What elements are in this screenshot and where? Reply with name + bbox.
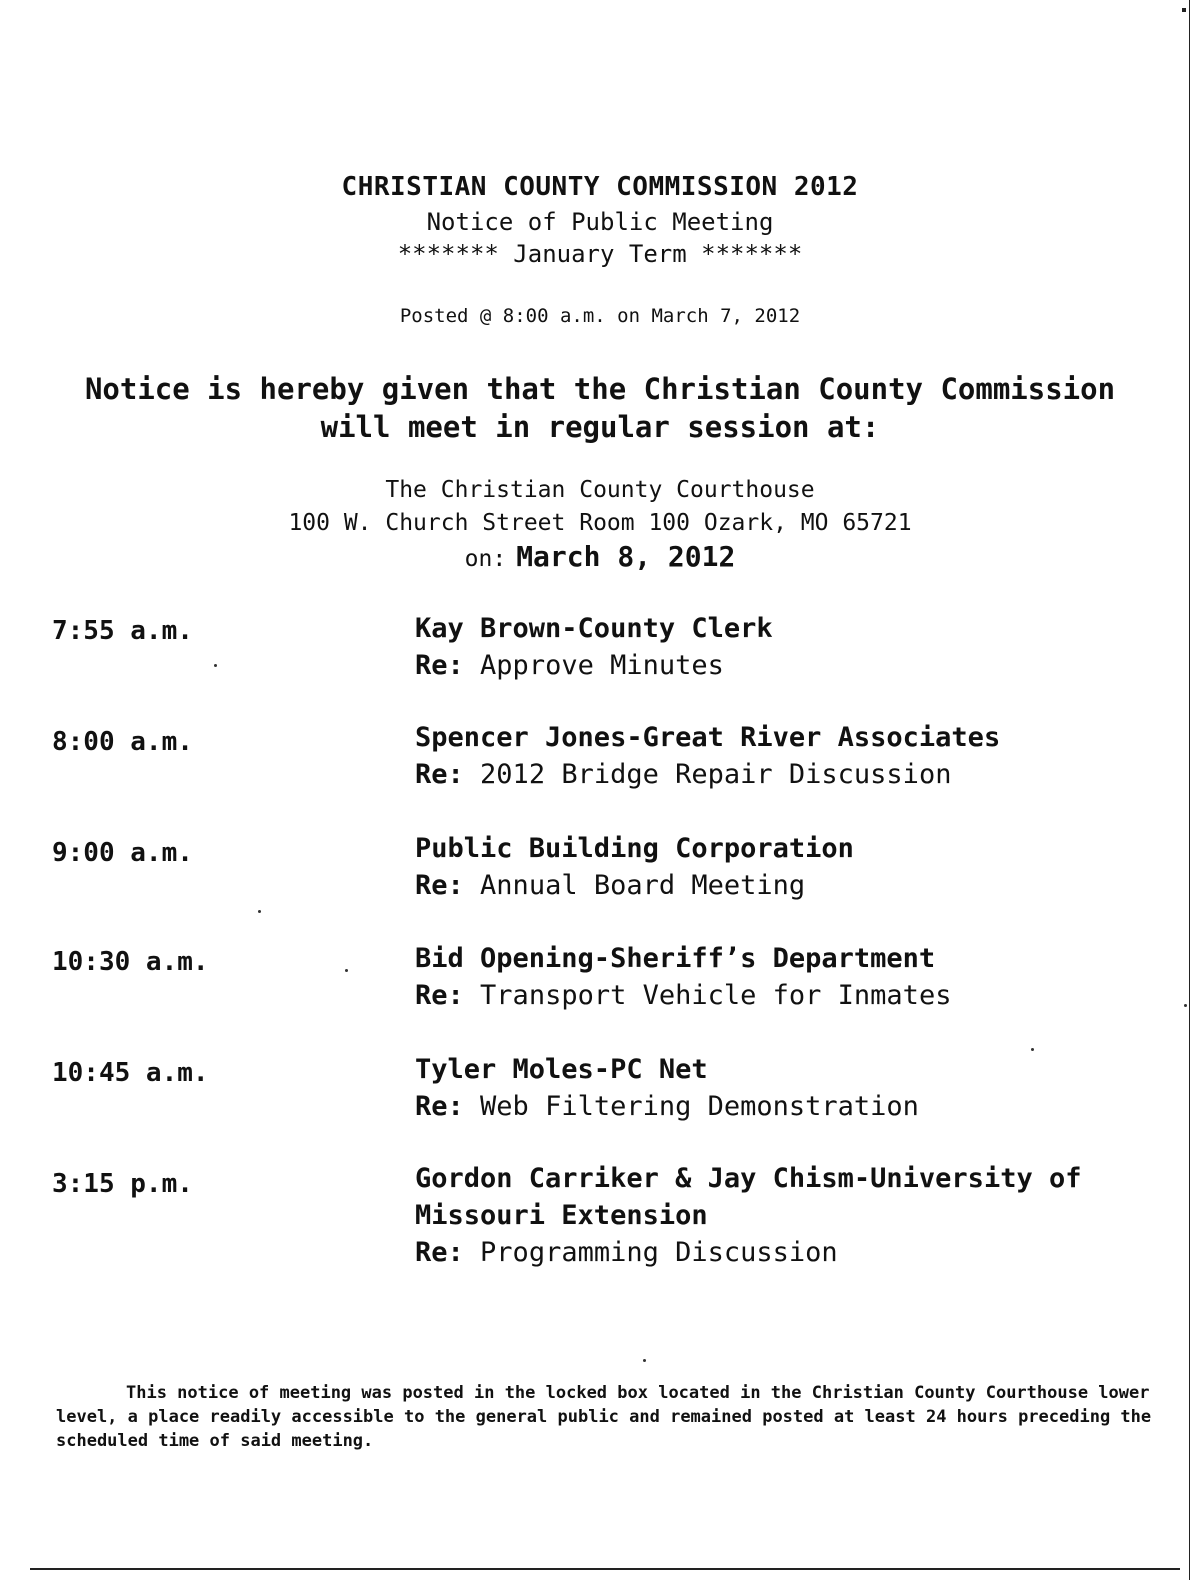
agenda-presenter: Gordon Carriker & Jay Chism-University of Missouri Extension xyxy=(415,1163,1082,1231)
agenda-time: 7:55 a.m. xyxy=(52,616,193,646)
posting-statement: This notice of meeting was posted in the locked box located in the Christian County Courthouse lower level, a place readily accessible to the general public and remained posted at least 24 hours preceding the scheduled time of said meeting. xyxy=(56,1383,1152,1451)
venue-address: 100 W. Church Street Room 100 Ozark, MO 65721 xyxy=(288,510,912,536)
agenda-topic: Approve Minutes xyxy=(480,650,724,681)
agenda-topic-line xyxy=(415,756,1175,793)
scan-edge-bottom xyxy=(30,1568,1180,1570)
agenda-time: 10:45 a.m. xyxy=(52,1058,209,1088)
agenda-item xyxy=(415,1160,1145,1271)
agenda-presenter: Bid Opening-Sheriff’s Department xyxy=(415,943,936,974)
agenda-topic: Web Filtering Demonstration xyxy=(480,1091,919,1122)
agenda-topic: Programming Discussion xyxy=(480,1237,838,1268)
agenda-topic: Transport Vehicle for Inmates xyxy=(480,980,952,1011)
agenda-item xyxy=(415,610,1175,684)
notice-line-1: Notice is hereby given that the Christian County Commission xyxy=(84,372,1116,406)
agenda-presenter: Public Building Corporation xyxy=(415,833,854,864)
scan-edge-right xyxy=(1189,0,1190,1580)
agenda-time: 9:00 a.m. xyxy=(52,838,193,868)
agenda-time: 3:15 p.m. xyxy=(52,1169,193,1199)
scan-speck xyxy=(258,910,261,913)
term-line: ******* January Term ******* xyxy=(397,240,803,268)
agenda-re-label: Re: xyxy=(415,870,464,901)
scan-speck xyxy=(345,969,348,972)
notice-statement xyxy=(0,370,1200,446)
scan-speck xyxy=(214,664,217,667)
venue-block xyxy=(0,474,1200,540)
agenda-presenter: Kay Brown-County Clerk xyxy=(415,613,773,644)
agenda-item xyxy=(415,719,1175,793)
agenda-topic-line xyxy=(415,1234,1145,1271)
scan-speck xyxy=(643,1359,646,1362)
agenda-topic-line xyxy=(415,647,1175,684)
agenda-topic-line xyxy=(415,1088,1175,1125)
meeting-date: March 8, 2012 xyxy=(516,540,736,573)
agenda-time: 10:30 a.m. xyxy=(52,947,209,977)
meeting-date-label: on: xyxy=(464,546,507,572)
agenda-re-label: Re: xyxy=(415,1091,464,1122)
agenda-item xyxy=(415,1051,1175,1125)
scan-speck xyxy=(1031,1048,1034,1051)
agenda-presenter: Spencer Jones-Great River Associates xyxy=(415,722,1001,753)
agenda-item xyxy=(415,830,1175,904)
scan-corner-mark xyxy=(1182,8,1186,12)
agenda-topic: 2012 Bridge Repair Discussion xyxy=(480,759,952,790)
posted-line: Posted @ 8:00 a.m. on March 7, 2012 xyxy=(399,305,801,327)
agenda-topic-line xyxy=(415,977,1175,1014)
agenda-re-label: Re: xyxy=(415,980,464,1011)
agenda-presenter: Tyler Moles-PC Net xyxy=(415,1054,708,1085)
agenda-topic-line xyxy=(415,867,1175,904)
notice-line-2: will meet in regular session at: xyxy=(320,410,880,444)
document-subtitle: Notice of Public Meeting xyxy=(426,208,774,236)
agenda-re-label: Re: xyxy=(415,1237,464,1268)
document-title: CHRISTIAN COUNTY COMMISSION 2012 xyxy=(341,172,859,202)
agenda-item xyxy=(415,940,1175,1014)
scan-speck xyxy=(1184,1004,1187,1007)
agenda-re-label: Re: xyxy=(415,650,464,681)
agenda-time: 8:00 a.m. xyxy=(52,727,193,757)
agenda-re-label: Re: xyxy=(415,759,464,790)
meeting-date-line xyxy=(0,540,1200,573)
venue-name: The Christian County Courthouse xyxy=(385,477,815,503)
agenda-topic: Annual Board Meeting xyxy=(480,870,806,901)
